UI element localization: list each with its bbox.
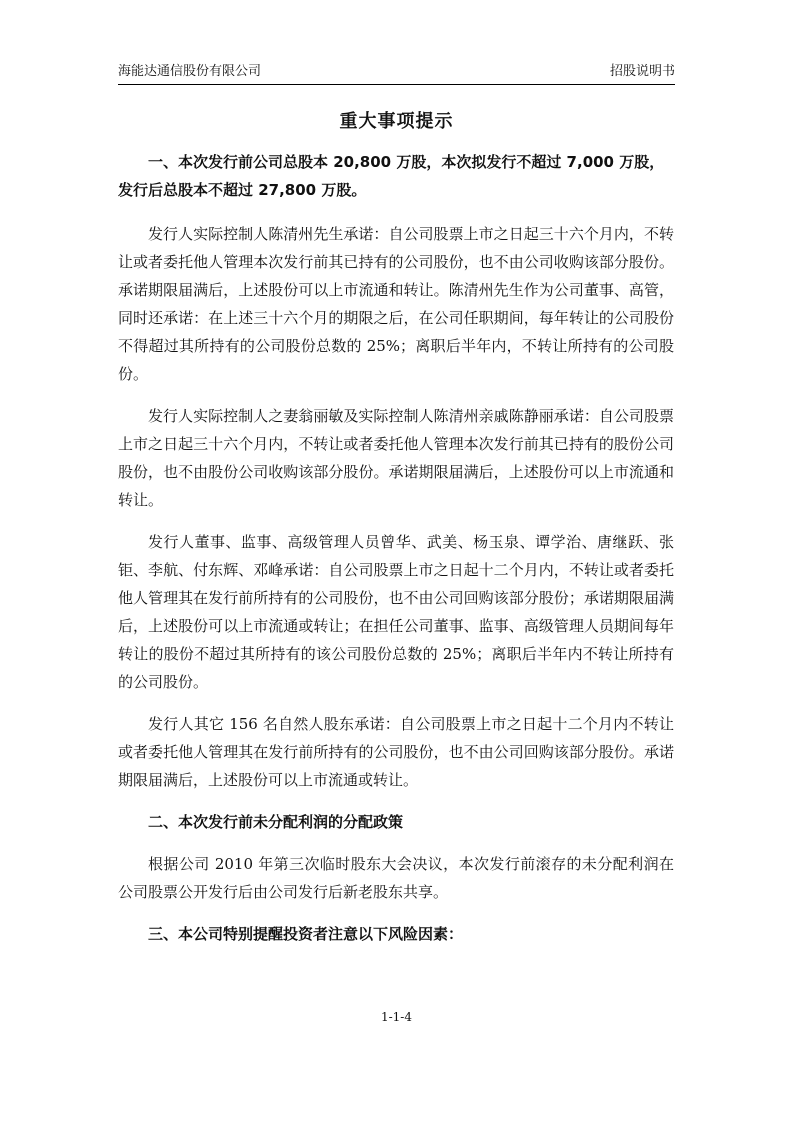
section-2-heading: 二、本次发行前未分配利润的分配政策 xyxy=(148,813,404,831)
header-divider xyxy=(118,84,675,85)
paragraph-directors-commitment: 发行人董事、监事、高级管理人员曾华、武美、杨玉泉、谭学治、唐继跃、张钜、李航、付东辉、邓峰承诺：自公司股票上市之日起十二个月内，不转让或者委托他人管理其在发行前所持有的公司股份，也不由公司回购该部分股份；承诺期限届满后，上述股份可以上市流通或转让；在担任公司董事、监事、高级管理人员期间每年转让的股份不超过其所持有的该公司股份总数的 25%；离职后半年内不转让所持有的公司股份。 xyxy=(118,533,674,691)
header-document-type: 招股说明书 xyxy=(609,64,675,79)
section-1-heading: 一、本次发行前公司总股本 20,800 万股，本次拟发行不超过 7,000 万股，发行后总股本不超过 27,800 万股。 xyxy=(118,153,665,199)
header-company-name: 海能达通信股份有限公司 xyxy=(118,64,262,79)
page-number: 1-1-4 xyxy=(380,1010,412,1024)
section-3-heading: 三、本公司特别提醒投资者注意以下风险因素： xyxy=(148,925,464,943)
paragraph-relatives-commitment: 发行人实际控制人之妻翁丽敏及实际控制人陈清州亲戚陈静丽承诺：自公司股票上市之日起三十六个月内，不转让或者委托他人管理本次发行前其已持有的股份公司股份，也不由股份公司收购该部分股份。承诺期限届满后，上述股份可以上市流通和转让。 xyxy=(118,407,674,509)
page-title: 重大事项提示 xyxy=(339,111,454,132)
paragraph-profit-distribution: 根据公司 2010 年第三次临时股东大会决议，本次发行前滚存的未分配利润在公司股票公开发行后由公司发行后新老股东共享。 xyxy=(118,855,674,901)
page-header xyxy=(118,62,675,82)
document-body xyxy=(118,148,674,962)
paragraph-controller-commitment: 发行人实际控制人陈清州先生承诺：自公司股票上市之日起三十六个月内，不转让或者委托他人管理本次发行前其已持有的公司股份，也不由公司收购该部分股份。承诺期限届满后，上述股份可以上市流通和转让。陈清州先生作为公司董事、高管，同时还承诺：在上述三十六个月的期限之后，在公司任职期间，每年转让的公司股份不得超过其所持有的公司股份总数的 25%；离职后半年内，不转让所持有的公司股份。 xyxy=(118,225,674,383)
paragraph-other-shareholders-commitment: 发行人其它 156 名自然人股东承诺：自公司股票上市之日起十二个月内不转让或者委托他人管理其在发行前所持有的公司股份，也不由公司回购该部分股份。承诺期限届满后，上述股份可以上市流通或转让。 xyxy=(118,715,674,789)
